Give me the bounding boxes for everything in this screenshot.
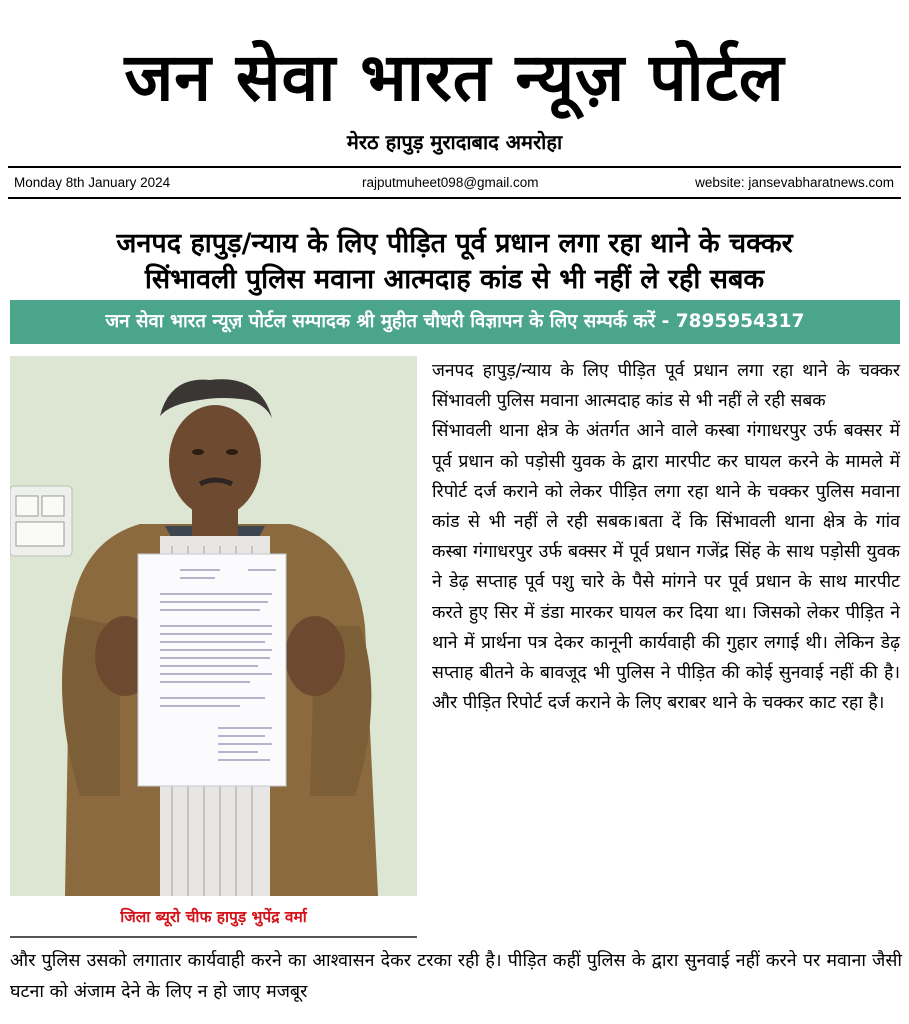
newspaper-title: जन सेवा भारत न्यूज़ पोर्टल bbox=[124, 39, 785, 116]
article-lead: जनपद हापुड़/न्याय के लिए पीड़ित पूर्व प्रधान लगा रहा थाने के चक्कर सिंभावली पुलिस मवाना आत्मदाह कांड से भी नहीं ले रही सबक bbox=[432, 361, 900, 412]
man-holding-letter-photo bbox=[10, 356, 417, 896]
headline-line-1: जनपद हापुड़/न्याय के लिए पीड़ित पूर्व प्रधान लगा रहा थाने के चक्कर bbox=[116, 228, 793, 259]
article-continuation-text: और पुलिस उसको लगातार कार्यवाही करने का आश्वासन देकर टरका रही है। पीड़ित कहीं पुलिस के द्वारा सुनवाई नहीं करने पर मवाना जैसी घटना को अंजाम देने के लिए न हो जाए मजबूर bbox=[10, 950, 902, 1002]
headline bbox=[0, 226, 909, 298]
photo-caption: जिला ब्यूरो चीफ हापुड़ भुपेंद्र वर्मा bbox=[120, 908, 307, 926]
article-body bbox=[432, 356, 900, 718]
news-photo bbox=[10, 356, 417, 896]
issue-date: Monday 8th January 2024 bbox=[14, 175, 171, 190]
contact-email: rajputmuheet098@gmail.com bbox=[362, 175, 539, 190]
advertisement-banner: जन सेवा भारत न्यूज़ पोर्टल सम्पादक श्री मुहीत चौधरी विज्ञापन के लिए सम्पर्क करें - 7895954317 bbox=[10, 300, 900, 344]
headline-line-2: सिंभावली पुलिस मवाना आत्मदाह कांड से भी नहीं ले रही सबक bbox=[144, 264, 765, 295]
article-continuation bbox=[10, 946, 902, 1007]
article-paragraph: सिंभावली थाना क्षेत्र के अंतर्गत आने वाले कस्बा गंगाधरपुर उर्फ बक्सर में पूर्व प्रधान को पड़ोसी युवक के द्वारा मारपीट कर घायल करने के मामले में रिपोर्ट दर्ज कराने को लेकर पीड़ित लगा रहा थाने के चक्कर पुलिस मवाना कांड से भी नहीं ले रही सबक।बता दें कि सिंभावली थाना क्षेत्र के गांव कस्बा गंगाधरपुर उर्फ बक्सर में पूर्व प्रधान गजेंद्र सिंह के साथ पड़ोसी युवक ने डेढ़ सप्ताह पूर्व पशु चारे के पैसे मांगने पर पूर्व प्रधान के साथ मारपीट करते हुए सिर में डंडा मारकर घायल कर दिया था। जिसको लेकर पीड़ित ने थाने में प्रार्थना पत्र देकर कानूनी कार्यवाही की गुहार लगाई थी। लेकिन डेढ़ सप्ताह बीतने के बावजूद भी पुलिस ने पीड़ित की कोई सुनवाई नहीं की है। और पीड़ित रिपोर्ट दर्ज कराने के लिए बराबर थाने के चक्कर काट रहा है। bbox=[432, 421, 900, 714]
newspaper-region-subtitle: मेरठ हापुड़ मुरादाबाद अमरोहा bbox=[346, 130, 563, 154]
info-bottom-rule bbox=[8, 197, 901, 199]
top-rule bbox=[8, 166, 901, 168]
caption-underline bbox=[10, 936, 417, 938]
info-bar bbox=[14, 172, 894, 194]
website-link: website: jansevabharatnews.com bbox=[695, 175, 894, 190]
